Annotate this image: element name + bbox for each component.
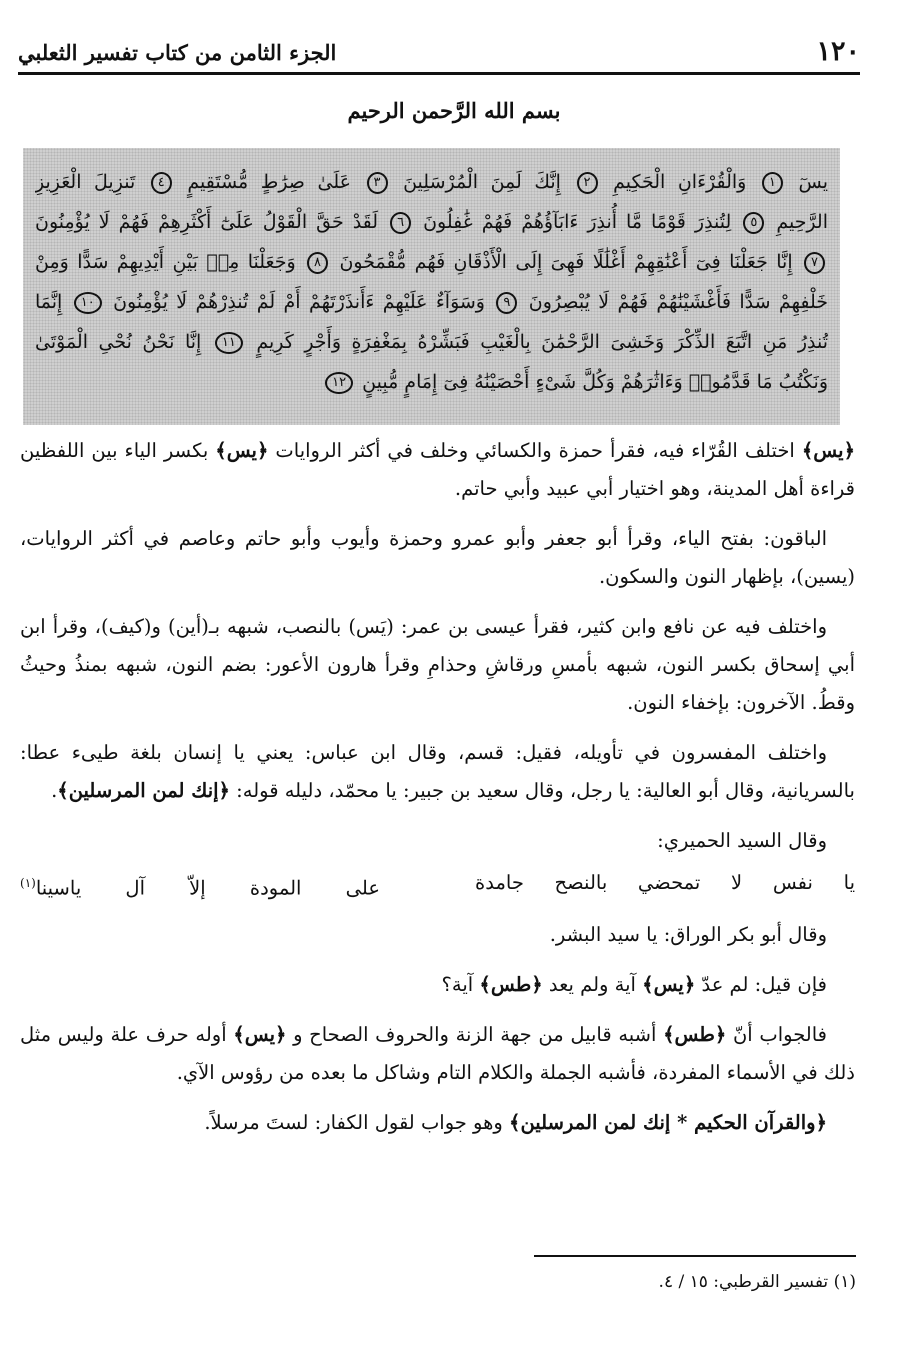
verse-second-hemistich: على المودة إلاّ آل ياسينا$^{(١)}$ <box>20 876 380 900</box>
verse-number-marker: ١٠ <box>74 292 102 314</box>
quran-line: يسٓ ١ وَالْقُرْءَانِ الْحَكِيمِ ٢ إِنَّكَ لَمِنَ الْمُرْسَلِينَ ٣ عَلَىٰ صِرَٰطٍ مُّسْتَقِيمٍ ٤ تَنزِيلَ الْعَزِيزِ <box>35 171 828 193</box>
verse-number-marker: ١٢ <box>325 372 353 394</box>
running-title: الجزء الثامن من كتاب تفسير الثعلبي <box>18 40 337 65</box>
basmala: بسم الله الرَّحمن الرحيم <box>347 98 561 123</box>
quran-line: الرَّحِيمِ ٥ لِتُنذِرَ قَوْمًا مَّا أُنذِرَ ءَابَآؤُهُمْ فَهُمْ غَٰفِلُونَ ٦ لَقَدْ حَقَّ الْقَوْلُ عَلَىٰٓ أَكْثَرِهِمْ فَهُمْ لَا يُؤْمِنُونَ <box>35 211 828 233</box>
paragraph: واختلف المفسرون في تأويله، فقيل: قسم، وقال ابن عباس: يعني يا إنسان بلغة طيىء عطا: بالسريانية، وقال أبو العالية: يا رجل، وقال سعيد بن جبير: يا محمّد، دليله قوله: ﴿إنك لمن المرسلين﴾. <box>20 741 855 802</box>
paragraph: ﴿والقرآن الحكيم * إنك لمن المرسلين﴾ وهو جواب لقول الكفار: لستَ مرسلاً. <box>204 1110 827 1134</box>
paragraph: وقال أبو بكر الوراق: يا سيد البشر. <box>549 922 827 946</box>
quran-line: وَنَكْتُبُ مَا قَدَّمُوا۟ وَءَاثَٰرَهُمْ وَكُلَّ شَىْءٍ أَحْصَيْنَٰهُ فِىٓ إِمَامٍ مُّبِينٍ ١٢ <box>35 362 828 402</box>
verse-number-marker: ٨ <box>307 252 328 274</box>
paragraph: فالجواب أنّ ﴿طس﴾ أشبه قابيل من جهة الزنة والحروف الصحاح و ﴿يس﴾ أوله حرف علة وليس مثل ذلك في الأسماء المفردة، فأشبه الجملة والكلام التام وشاكل ما بعده من رؤوس الآي. <box>20 1022 855 1084</box>
verse-number-marker: ٣ <box>367 172 388 194</box>
footnote-rule <box>534 1255 856 1257</box>
verse-number-marker: ٦ <box>390 212 411 234</box>
footnote <box>659 1272 856 1292</box>
footnote-number: (١) <box>833 1272 856 1292</box>
verse-number-marker: ١ <box>762 172 783 194</box>
poetry-verse <box>20 864 855 908</box>
header-rule <box>18 72 860 75</box>
paragraph: واختلف فيه عن نافع وابن كثير، فقرأ عيسى بن عمر: (يَس) بالنصب، شبهه بـ(أين) و(كيف)، وقرأ ابن أبي إسحاق بكسر النون، شبهه بأمسِ ورقاشِ وحذامِ وقرأ هارون الأعور: بضم النون، شبهه بمنذُ وحيثُ وقطُ. الآخرون: بإخفاء النون. <box>20 615 855 714</box>
commentary-body <box>20 432 855 1154</box>
paragraph: فإن قيل: لم عدّ ﴿يس﴾ آية ولم يعد ﴿طس﴾ آية؟ <box>441 972 827 996</box>
verse-number-marker: ٥ <box>743 212 764 234</box>
verse-number-marker: ٤ <box>151 172 172 194</box>
footnote-text: تفسير القرطبي: ١٥ / ٤. <box>658 1272 829 1292</box>
quran-verses-box <box>23 148 840 425</box>
page-header <box>18 30 860 72</box>
verse-number-marker: ٧ <box>804 252 825 274</box>
footnote-ref: (١) <box>20 876 36 890</box>
verse-number-marker: ٩ <box>496 292 517 314</box>
verse-number-marker: ٢ <box>577 172 598 194</box>
paragraph: وقال السيد الحميري: <box>657 829 827 852</box>
page-number: ١٢٠ <box>816 36 860 67</box>
paragraph: الباقون: بفتح الياء، وقرأ أبو جعفر وأبو عمرو وحمزة وأيوب وأبو حاتم وعاصم في أكثر الروايات، (يسين)، بإظهار النون والسكون. <box>20 527 855 588</box>
verse-first-hemistich: يا نفس لا تمحضي بالنصح جامدة <box>475 871 855 894</box>
verse-number-marker: ١١ <box>215 332 243 354</box>
quran-line: ٧ إِنَّا جَعَلْنَا فِىٓ أَعْنَٰقِهِمْ أَغْلَٰلًا فَهِىَ إِلَى الْأَذْقَانِ فَهُم مُّقْمَحُونَ ٨ وَجَعَلْنَا مِنۢ بَيْنِ أَيْدِيهِمْ سَدًّا وَمِنْ <box>35 242 828 282</box>
quran-line: تُنذِرُ مَنِ اتَّبَعَ الذِّكْرَ وَخَشِىَ الرَّحْمَٰنَ بِالْغَيْبِ فَبَشِّرْهُ بِمَغْفِرَةٍ وَأَجْرٍ كَرِيمٍ ١١ إِنَّا نَحْنُ نُحْىِ الْمَوْتَىٰ <box>35 331 828 353</box>
paragraph: ﴿يس﴾ اختلف القُرّاء فيه، فقرأ حمزة والكسائي وخلف في أكثر الروايات ﴿يس﴾ بكسر الياء بين اللفظين قراءة أهل المدينة، وهو اختيار أبي عبيد وأبي حاتم. <box>20 439 855 500</box>
quran-line: خَلْفِهِمْ سَدًّا فَأَغْشَيْنَٰهُمْ فَهُمْ لَا يُبْصِرُونَ ٩ وَسَوَآءٌ عَلَيْهِمْ ءَأَنذَرْتَهُمْ أَمْ لَمْ تُنذِرْهُمْ لَا يُؤْمِنُونَ ١٠ إِنَّمَا <box>35 291 828 313</box>
